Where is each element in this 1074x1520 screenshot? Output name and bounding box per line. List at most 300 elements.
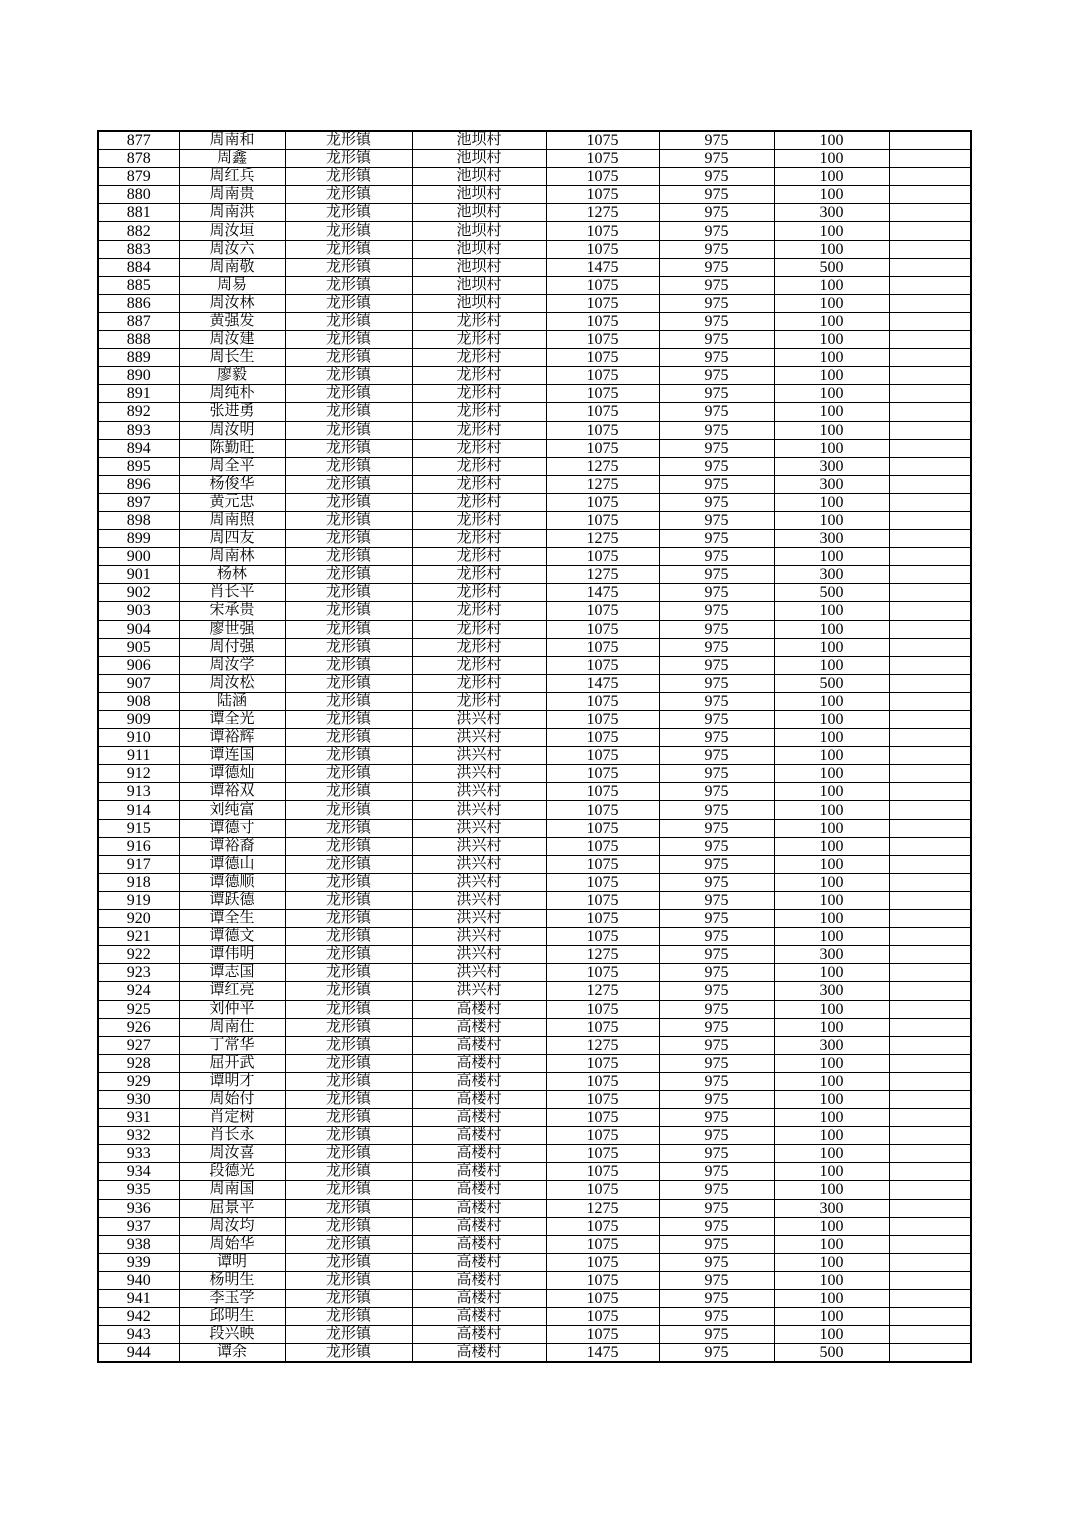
amount-diff-cell: 100 bbox=[774, 729, 889, 747]
village-cell: 洪兴村 bbox=[412, 891, 546, 909]
amount-base-cell: 975 bbox=[659, 1344, 774, 1363]
amount-base-cell: 975 bbox=[659, 530, 774, 548]
row-number-cell: 922 bbox=[98, 946, 179, 964]
name-cell: 段德光 bbox=[179, 1163, 285, 1181]
village-cell: 池坝村 bbox=[412, 240, 546, 258]
remark-cell bbox=[889, 439, 971, 457]
remark-cell bbox=[889, 1235, 971, 1253]
town-cell: 龙形镇 bbox=[285, 873, 412, 891]
table-row bbox=[98, 837, 971, 855]
village-cell: 龙形村 bbox=[412, 367, 546, 385]
amount-base-cell: 975 bbox=[659, 1290, 774, 1308]
amount-base-cell: 975 bbox=[659, 638, 774, 656]
row-number-cell: 902 bbox=[98, 584, 179, 602]
amount-diff-cell: 100 bbox=[774, 1308, 889, 1326]
amount-base-cell: 975 bbox=[659, 1090, 774, 1108]
remark-cell bbox=[889, 1163, 971, 1181]
village-cell: 洪兴村 bbox=[412, 837, 546, 855]
table-row bbox=[98, 982, 971, 1000]
amount-total-cell: 1075 bbox=[546, 620, 659, 638]
row-number-cell: 916 bbox=[98, 837, 179, 855]
remark-cell bbox=[889, 729, 971, 747]
name-cell: 周汝垣 bbox=[179, 222, 285, 240]
amount-diff-cell: 100 bbox=[774, 1163, 889, 1181]
name-cell: 谭志国 bbox=[179, 964, 285, 982]
town-cell: 龙形镇 bbox=[285, 674, 412, 692]
row-number-cell: 906 bbox=[98, 656, 179, 674]
remark-cell bbox=[889, 566, 971, 584]
remark-cell bbox=[889, 1090, 971, 1108]
amount-total-cell: 1475 bbox=[546, 1344, 659, 1363]
row-number-cell: 944 bbox=[98, 1344, 179, 1363]
amount-diff-cell: 100 bbox=[774, 656, 889, 674]
amount-total-cell: 1075 bbox=[546, 1000, 659, 1018]
town-cell: 龙形镇 bbox=[285, 638, 412, 656]
amount-diff-cell: 100 bbox=[774, 511, 889, 529]
town-cell: 龙形镇 bbox=[285, 711, 412, 729]
town-cell: 龙形镇 bbox=[285, 493, 412, 511]
row-number-cell: 896 bbox=[98, 475, 179, 493]
amount-total-cell: 1075 bbox=[546, 837, 659, 855]
town-cell: 龙形镇 bbox=[285, 475, 412, 493]
row-number-cell: 920 bbox=[98, 910, 179, 928]
row-number-cell: 891 bbox=[98, 385, 179, 403]
table-row bbox=[98, 1018, 971, 1036]
amount-base-cell: 975 bbox=[659, 457, 774, 475]
table-row bbox=[98, 1054, 971, 1072]
remark-cell bbox=[889, 186, 971, 204]
name-cell: 周汝六 bbox=[179, 240, 285, 258]
table-row bbox=[98, 403, 971, 421]
table-row bbox=[98, 548, 971, 566]
village-cell: 高楼村 bbox=[412, 1253, 546, 1271]
name-cell: 张进勇 bbox=[179, 403, 285, 421]
amount-base-cell: 975 bbox=[659, 294, 774, 312]
amount-diff-cell: 500 bbox=[774, 674, 889, 692]
name-cell: 周南照 bbox=[179, 511, 285, 529]
town-cell: 龙形镇 bbox=[285, 584, 412, 602]
remark-cell bbox=[889, 511, 971, 529]
amount-diff-cell: 100 bbox=[774, 240, 889, 258]
amount-base-cell: 975 bbox=[659, 566, 774, 584]
village-cell: 洪兴村 bbox=[412, 928, 546, 946]
remark-cell bbox=[889, 530, 971, 548]
village-cell: 池坝村 bbox=[412, 186, 546, 204]
table-row bbox=[98, 638, 971, 656]
town-cell: 龙形镇 bbox=[285, 729, 412, 747]
amount-total-cell: 1275 bbox=[546, 566, 659, 584]
town-cell: 龙形镇 bbox=[285, 1290, 412, 1308]
row-number-cell: 898 bbox=[98, 511, 179, 529]
row-number-cell: 940 bbox=[98, 1271, 179, 1289]
remark-cell bbox=[889, 258, 971, 276]
amount-diff-cell: 300 bbox=[774, 566, 889, 584]
town-cell: 龙形镇 bbox=[285, 747, 412, 765]
village-cell: 龙形村 bbox=[412, 566, 546, 584]
amount-base-cell: 975 bbox=[659, 910, 774, 928]
amount-total-cell: 1475 bbox=[546, 674, 659, 692]
amount-diff-cell: 300 bbox=[774, 982, 889, 1000]
amount-diff-cell: 100 bbox=[774, 638, 889, 656]
town-cell: 龙形镇 bbox=[285, 1199, 412, 1217]
amount-base-cell: 975 bbox=[659, 729, 774, 747]
amount-base-cell: 975 bbox=[659, 1199, 774, 1217]
amount-diff-cell: 100 bbox=[774, 493, 889, 511]
amount-base-cell: 975 bbox=[659, 711, 774, 729]
town-cell: 龙形镇 bbox=[285, 1109, 412, 1127]
village-cell: 池坝村 bbox=[412, 204, 546, 222]
village-cell: 龙形村 bbox=[412, 674, 546, 692]
amount-diff-cell: 100 bbox=[774, 801, 889, 819]
town-cell: 龙形镇 bbox=[285, 928, 412, 946]
name-cell: 周汝建 bbox=[179, 331, 285, 349]
remark-cell bbox=[889, 294, 971, 312]
remark-cell bbox=[889, 475, 971, 493]
amount-base-cell: 975 bbox=[659, 855, 774, 873]
village-cell: 龙形村 bbox=[412, 584, 546, 602]
village-cell: 洪兴村 bbox=[412, 747, 546, 765]
row-number-cell: 933 bbox=[98, 1145, 179, 1163]
table-row bbox=[98, 656, 971, 674]
table-row bbox=[98, 367, 971, 385]
table-row bbox=[98, 1344, 971, 1363]
village-cell: 高楼村 bbox=[412, 1217, 546, 1235]
amount-base-cell: 975 bbox=[659, 403, 774, 421]
table-row bbox=[98, 946, 971, 964]
village-cell: 高楼村 bbox=[412, 1127, 546, 1145]
village-cell: 高楼村 bbox=[412, 1181, 546, 1199]
remark-cell bbox=[889, 222, 971, 240]
amount-base-cell: 975 bbox=[659, 1109, 774, 1127]
name-cell: 谭德寸 bbox=[179, 819, 285, 837]
amount-diff-cell: 100 bbox=[774, 1127, 889, 1145]
name-cell: 周鑫 bbox=[179, 150, 285, 168]
amount-total-cell: 1075 bbox=[546, 276, 659, 294]
table-row bbox=[98, 475, 971, 493]
amount-diff-cell: 100 bbox=[774, 783, 889, 801]
amount-diff-cell: 300 bbox=[774, 204, 889, 222]
table-row bbox=[98, 457, 971, 475]
name-cell: 谭红亮 bbox=[179, 982, 285, 1000]
amount-diff-cell: 100 bbox=[774, 1018, 889, 1036]
remark-cell bbox=[889, 240, 971, 258]
town-cell: 龙形镇 bbox=[285, 1308, 412, 1326]
town-cell: 龙形镇 bbox=[285, 349, 412, 367]
name-cell: 周汝松 bbox=[179, 674, 285, 692]
table-row bbox=[98, 783, 971, 801]
amount-total-cell: 1075 bbox=[546, 692, 659, 710]
name-cell: 杨林 bbox=[179, 566, 285, 584]
village-cell: 池坝村 bbox=[412, 150, 546, 168]
amount-total-cell: 1075 bbox=[546, 150, 659, 168]
remark-cell bbox=[889, 982, 971, 1000]
row-number-cell: 926 bbox=[98, 1018, 179, 1036]
remark-cell bbox=[889, 421, 971, 439]
remark-cell bbox=[889, 1217, 971, 1235]
remark-cell bbox=[889, 150, 971, 168]
village-cell: 高楼村 bbox=[412, 1036, 546, 1054]
table-row bbox=[98, 331, 971, 349]
table-row bbox=[98, 312, 971, 330]
remark-cell bbox=[889, 493, 971, 511]
town-cell: 龙形镇 bbox=[285, 312, 412, 330]
amount-diff-cell: 100 bbox=[774, 873, 889, 891]
amount-base-cell: 975 bbox=[659, 1253, 774, 1271]
town-cell: 龙形镇 bbox=[285, 403, 412, 421]
remark-cell bbox=[889, 385, 971, 403]
amount-total-cell: 1075 bbox=[546, 1326, 659, 1344]
town-cell: 龙形镇 bbox=[285, 276, 412, 294]
name-cell: 刘仲平 bbox=[179, 1000, 285, 1018]
name-cell: 周汝林 bbox=[179, 294, 285, 312]
table-row bbox=[98, 349, 971, 367]
amount-diff-cell: 500 bbox=[774, 584, 889, 602]
village-cell: 高楼村 bbox=[412, 1090, 546, 1108]
row-number-cell: 905 bbox=[98, 638, 179, 656]
amount-diff-cell: 100 bbox=[774, 837, 889, 855]
remark-cell bbox=[889, 168, 971, 186]
name-cell: 谭明 bbox=[179, 1253, 285, 1271]
row-number-cell: 931 bbox=[98, 1109, 179, 1127]
table-row bbox=[98, 855, 971, 873]
village-cell: 池坝村 bbox=[412, 131, 546, 150]
amount-base-cell: 975 bbox=[659, 783, 774, 801]
row-number-cell: 895 bbox=[98, 457, 179, 475]
amount-base-cell: 975 bbox=[659, 475, 774, 493]
amount-total-cell: 1075 bbox=[546, 873, 659, 891]
remark-cell bbox=[889, 1199, 971, 1217]
remark-cell bbox=[889, 1344, 971, 1363]
remark-cell bbox=[889, 1072, 971, 1090]
town-cell: 龙形镇 bbox=[285, 530, 412, 548]
table-row bbox=[98, 240, 971, 258]
remark-cell bbox=[889, 1127, 971, 1145]
row-number-cell: 899 bbox=[98, 530, 179, 548]
town-cell: 龙形镇 bbox=[285, 819, 412, 837]
town-cell: 龙形镇 bbox=[285, 692, 412, 710]
name-cell: 周汝喜 bbox=[179, 1145, 285, 1163]
name-cell: 谭德山 bbox=[179, 855, 285, 873]
name-cell: 周南和 bbox=[179, 131, 285, 150]
table-row bbox=[98, 692, 971, 710]
remark-cell bbox=[889, 711, 971, 729]
remark-cell bbox=[889, 1181, 971, 1199]
name-cell: 谭伟明 bbox=[179, 946, 285, 964]
row-number-cell: 923 bbox=[98, 964, 179, 982]
amount-total-cell: 1075 bbox=[546, 910, 659, 928]
amount-diff-cell: 300 bbox=[774, 1036, 889, 1054]
town-cell: 龙形镇 bbox=[285, 783, 412, 801]
amount-total-cell: 1275 bbox=[546, 530, 659, 548]
amount-diff-cell: 100 bbox=[774, 1326, 889, 1344]
row-number-cell: 912 bbox=[98, 765, 179, 783]
amount-base-cell: 975 bbox=[659, 493, 774, 511]
amount-diff-cell: 300 bbox=[774, 457, 889, 475]
row-number-cell: 911 bbox=[98, 747, 179, 765]
remark-cell bbox=[889, 692, 971, 710]
town-cell: 龙形镇 bbox=[285, 1217, 412, 1235]
village-cell: 高楼村 bbox=[412, 1199, 546, 1217]
village-cell: 高楼村 bbox=[412, 1235, 546, 1253]
table-row bbox=[98, 1290, 971, 1308]
name-cell: 周南敬 bbox=[179, 258, 285, 276]
amount-total-cell: 1075 bbox=[546, 1308, 659, 1326]
name-cell: 谭裕双 bbox=[179, 783, 285, 801]
name-cell: 周始付 bbox=[179, 1090, 285, 1108]
amount-total-cell: 1075 bbox=[546, 1181, 659, 1199]
amount-total-cell: 1275 bbox=[546, 1036, 659, 1054]
remark-cell bbox=[889, 1308, 971, 1326]
amount-diff-cell: 100 bbox=[774, 168, 889, 186]
town-cell: 龙形镇 bbox=[285, 855, 412, 873]
amount-diff-cell: 100 bbox=[774, 403, 889, 421]
amount-base-cell: 975 bbox=[659, 240, 774, 258]
town-cell: 龙形镇 bbox=[285, 837, 412, 855]
town-cell: 龙形镇 bbox=[285, 765, 412, 783]
amount-base-cell: 975 bbox=[659, 837, 774, 855]
amount-diff-cell: 100 bbox=[774, 421, 889, 439]
name-cell: 谭连国 bbox=[179, 747, 285, 765]
remark-cell bbox=[889, 638, 971, 656]
amount-base-cell: 975 bbox=[659, 131, 774, 150]
table-row bbox=[98, 891, 971, 909]
amount-total-cell: 1075 bbox=[546, 1163, 659, 1181]
town-cell: 龙形镇 bbox=[285, 258, 412, 276]
table-row bbox=[98, 566, 971, 584]
table-row bbox=[98, 204, 971, 222]
amount-base-cell: 975 bbox=[659, 1018, 774, 1036]
town-cell: 龙形镇 bbox=[285, 1036, 412, 1054]
amount-diff-cell: 500 bbox=[774, 258, 889, 276]
row-number-cell: 917 bbox=[98, 855, 179, 873]
name-cell: 谭全生 bbox=[179, 910, 285, 928]
table-row bbox=[98, 801, 971, 819]
row-number-cell: 935 bbox=[98, 1181, 179, 1199]
remark-cell bbox=[889, 1326, 971, 1344]
name-cell: 肖长永 bbox=[179, 1127, 285, 1145]
village-cell: 高楼村 bbox=[412, 1000, 546, 1018]
name-cell: 宋承贵 bbox=[179, 602, 285, 620]
name-cell: 段兴映 bbox=[179, 1326, 285, 1344]
amount-diff-cell: 100 bbox=[774, 855, 889, 873]
remark-cell bbox=[889, 819, 971, 837]
remark-cell bbox=[889, 873, 971, 891]
town-cell: 龙形镇 bbox=[285, 566, 412, 584]
table-row bbox=[98, 1326, 971, 1344]
name-cell: 周长生 bbox=[179, 349, 285, 367]
remark-cell bbox=[889, 548, 971, 566]
town-cell: 龙形镇 bbox=[285, 150, 412, 168]
amount-diff-cell: 100 bbox=[774, 910, 889, 928]
village-cell: 龙形村 bbox=[412, 692, 546, 710]
village-cell: 高楼村 bbox=[412, 1271, 546, 1289]
name-cell: 谭明才 bbox=[179, 1072, 285, 1090]
town-cell: 龙形镇 bbox=[285, 511, 412, 529]
amount-base-cell: 975 bbox=[659, 674, 774, 692]
name-cell: 陈勤旺 bbox=[179, 439, 285, 457]
amount-base-cell: 975 bbox=[659, 819, 774, 837]
name-cell: 廖毅 bbox=[179, 367, 285, 385]
name-cell: 周易 bbox=[179, 276, 285, 294]
amount-diff-cell: 100 bbox=[774, 711, 889, 729]
village-cell: 洪兴村 bbox=[412, 783, 546, 801]
amount-base-cell: 975 bbox=[659, 150, 774, 168]
row-number-cell: 938 bbox=[98, 1235, 179, 1253]
amount-base-cell: 975 bbox=[659, 1145, 774, 1163]
row-number-cell: 939 bbox=[98, 1253, 179, 1271]
village-cell: 高楼村 bbox=[412, 1072, 546, 1090]
name-cell: 周南国 bbox=[179, 1181, 285, 1199]
name-cell: 杨俊华 bbox=[179, 475, 285, 493]
village-cell: 龙形村 bbox=[412, 457, 546, 475]
amount-diff-cell: 500 bbox=[774, 1344, 889, 1363]
amount-total-cell: 1075 bbox=[546, 385, 659, 403]
amount-base-cell: 975 bbox=[659, 421, 774, 439]
amount-total-cell: 1075 bbox=[546, 222, 659, 240]
village-cell: 洪兴村 bbox=[412, 964, 546, 982]
village-cell: 龙形村 bbox=[412, 312, 546, 330]
table-row bbox=[98, 530, 971, 548]
amount-total-cell: 1075 bbox=[546, 421, 659, 439]
table-row bbox=[98, 964, 971, 982]
amount-base-cell: 975 bbox=[659, 891, 774, 909]
row-number-cell: 936 bbox=[98, 1199, 179, 1217]
village-cell: 龙形村 bbox=[412, 602, 546, 620]
amount-base-cell: 975 bbox=[659, 873, 774, 891]
amount-base-cell: 975 bbox=[659, 1271, 774, 1289]
amount-diff-cell: 100 bbox=[774, 747, 889, 765]
village-cell: 龙形村 bbox=[412, 620, 546, 638]
village-cell: 龙形村 bbox=[412, 439, 546, 457]
amount-base-cell: 975 bbox=[659, 331, 774, 349]
village-cell: 龙形村 bbox=[412, 475, 546, 493]
name-cell: 丁常华 bbox=[179, 1036, 285, 1054]
amount-diff-cell: 100 bbox=[774, 1054, 889, 1072]
row-number-cell: 889 bbox=[98, 349, 179, 367]
remark-cell bbox=[889, 1109, 971, 1127]
amount-base-cell: 975 bbox=[659, 1163, 774, 1181]
table-row bbox=[98, 1199, 971, 1217]
row-number-cell: 909 bbox=[98, 711, 179, 729]
village-cell: 龙形村 bbox=[412, 548, 546, 566]
amount-diff-cell: 100 bbox=[774, 1090, 889, 1108]
name-cell: 周汝学 bbox=[179, 656, 285, 674]
amount-base-cell: 975 bbox=[659, 964, 774, 982]
name-cell: 肖长平 bbox=[179, 584, 285, 602]
remark-cell bbox=[889, 964, 971, 982]
amount-total-cell: 1075 bbox=[546, 1217, 659, 1235]
village-cell: 高楼村 bbox=[412, 1163, 546, 1181]
row-number-cell: 882 bbox=[98, 222, 179, 240]
amount-total-cell: 1075 bbox=[546, 801, 659, 819]
remark-cell bbox=[889, 1253, 971, 1271]
amount-diff-cell: 100 bbox=[774, 131, 889, 150]
amount-total-cell: 1075 bbox=[546, 711, 659, 729]
town-cell: 龙形镇 bbox=[285, 548, 412, 566]
table-row bbox=[98, 1145, 971, 1163]
table-row bbox=[98, 1109, 971, 1127]
row-number-cell: 913 bbox=[98, 783, 179, 801]
amount-base-cell: 975 bbox=[659, 1235, 774, 1253]
table-row bbox=[98, 222, 971, 240]
name-cell: 谭德顺 bbox=[179, 873, 285, 891]
amount-total-cell: 1075 bbox=[546, 439, 659, 457]
town-cell: 龙形镇 bbox=[285, 1145, 412, 1163]
remark-cell bbox=[889, 276, 971, 294]
name-cell: 肖定树 bbox=[179, 1109, 285, 1127]
amount-diff-cell: 100 bbox=[774, 349, 889, 367]
remark-cell bbox=[889, 204, 971, 222]
